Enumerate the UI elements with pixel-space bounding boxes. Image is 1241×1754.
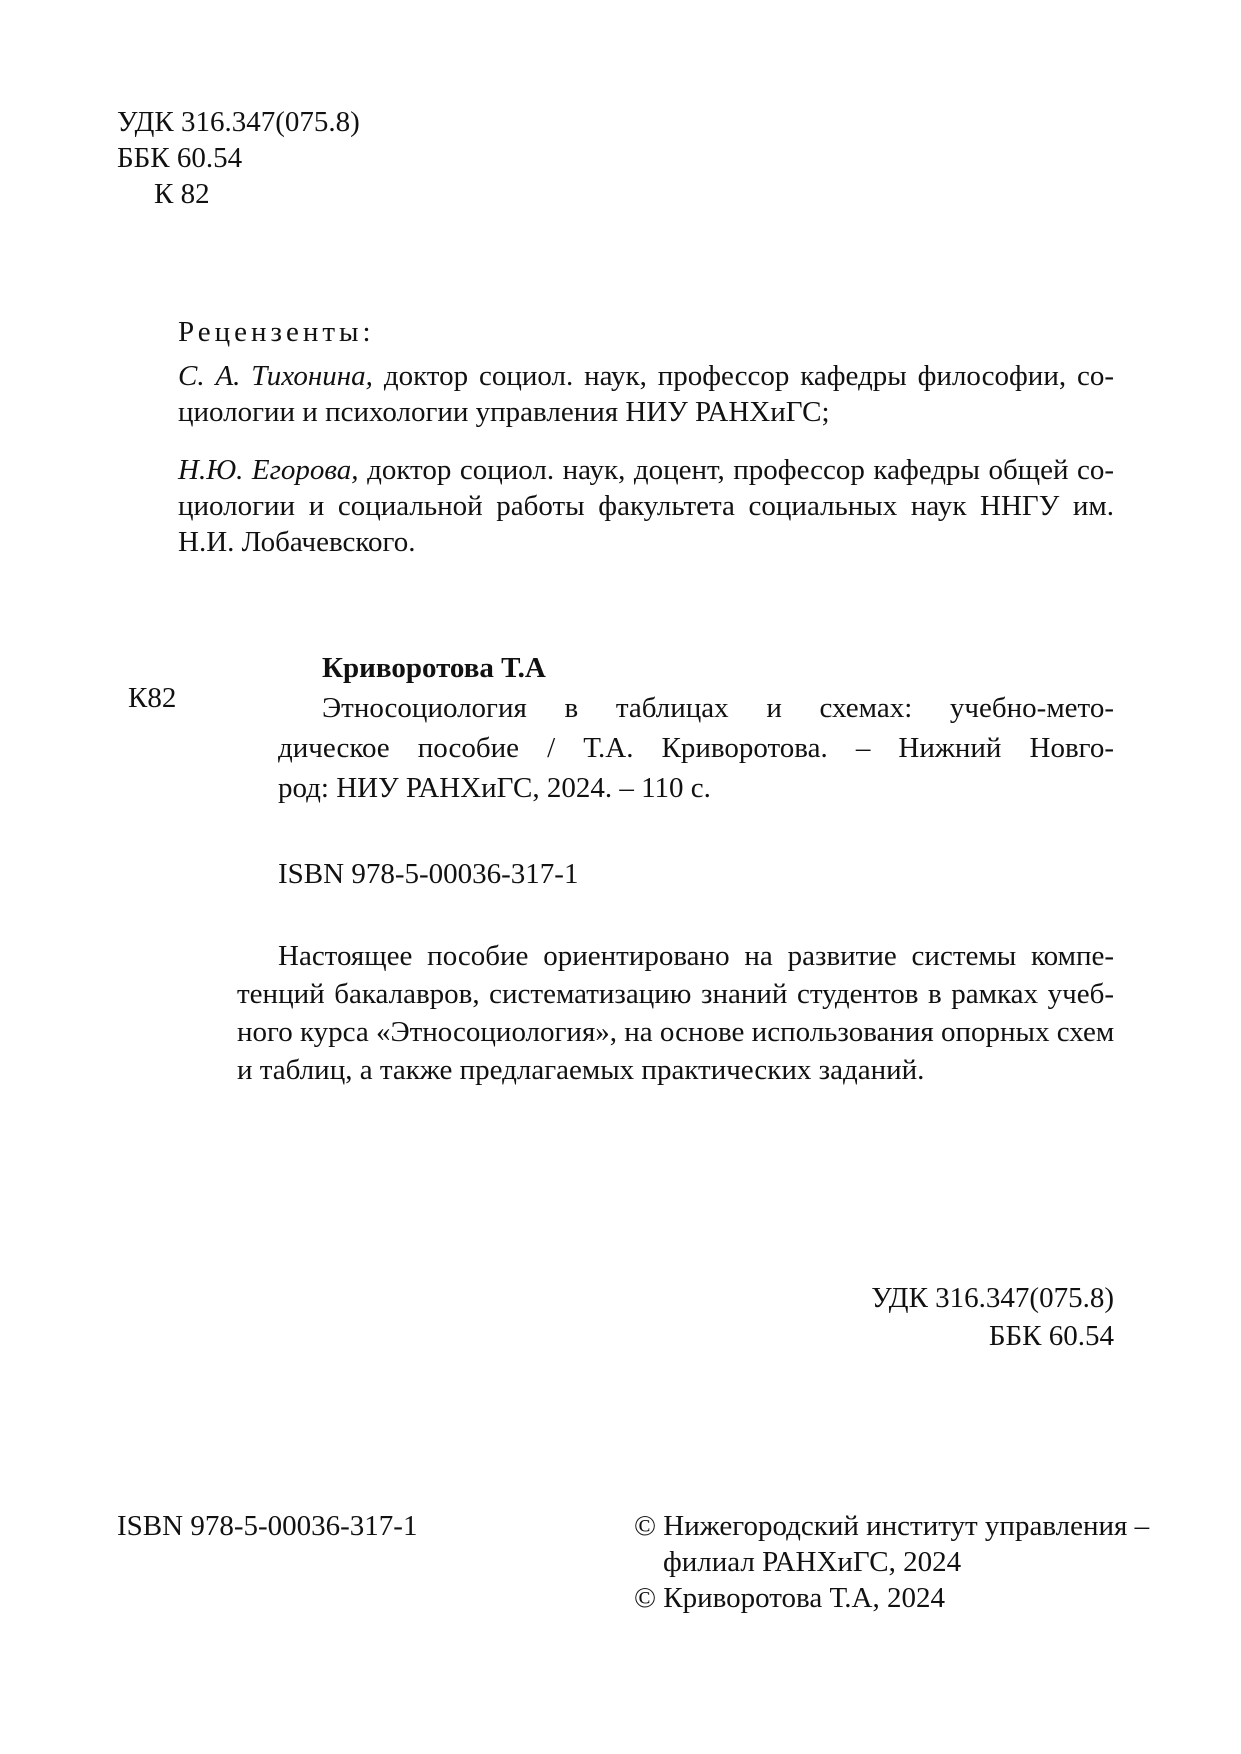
catalog-author: Криворотова Т.А [322, 652, 546, 684]
copyright-institute-line-1: © Нижегородский институт управления – [634, 1510, 1150, 1542]
reviewer-1-text-1: доктор социол. наук, профессор кафедры философии, со- [383, 360, 1115, 392]
reviewer-1-line-1 [178, 358, 1114, 394]
reviewer-2-text-1: доктор социол. наук, доцент, профессор кафедры общей со- [367, 454, 1115, 486]
annotation-line-4: и таблиц, а также предлагаемых практических заданий. [237, 1054, 925, 1086]
author-sign-top: К 82 [154, 178, 210, 210]
footer-isbn: ISBN 978-5-00036-317-1 [117, 1510, 418, 1542]
reviewer-2-line-3: Н.И. Лобачевского. [178, 526, 416, 558]
reviewer-1-name: С. А. Тихонина, [178, 360, 373, 392]
catalog-desc-line-2: дическое пособие / Т.А. Криворотова. – Нижний Новго- [278, 732, 1114, 764]
annotation-line-1: Настоящее пособие ориентировано на развитие системы компе- [278, 940, 1114, 972]
catalog-desc-line-1: Этносоциология в таблицах и схемах: учебно-мето- [322, 692, 1114, 724]
reviewers-heading: Рецензенты: [178, 316, 375, 348]
catalog-desc-line-3: род: НИУ РАНХиГС, 2024. – 110 с. [278, 772, 711, 804]
reviewer-2-line-1 [178, 452, 1114, 488]
udk-code-bottom: УДК 316.347(075.8) [871, 1282, 1114, 1314]
udk-code-top: УДК 316.347(075.8) [117, 106, 360, 138]
annotation-line-2: тенций бакалавров, систематизацию знаний студентов в рамках учеб- [237, 978, 1114, 1010]
reviewer-2-name: Н.Ю. Егорова, [178, 454, 359, 486]
bbk-code-bottom: ББК 60.54 [988, 1320, 1114, 1352]
copyright-institute-line-2: филиал РАНХиГС, 2024 [663, 1546, 962, 1578]
catalog-sign: К82 [128, 682, 177, 714]
reviewer-2-line-2: циологии и социальной работы факультета социальных наук ННГУ им. [178, 490, 1114, 522]
bbk-code-top: ББК 60.54 [117, 142, 243, 174]
catalog-isbn: ISBN 978-5-00036-317-1 [278, 858, 579, 890]
copyright-author: © Криворотова Т.А, 2024 [634, 1582, 945, 1614]
reviewer-1-line-2: циологии и психологии управления НИУ РАНХиГС; [178, 396, 830, 428]
annotation-line-3: ного курса «Этносоциология», на основе использования опорных схем [237, 1016, 1115, 1048]
